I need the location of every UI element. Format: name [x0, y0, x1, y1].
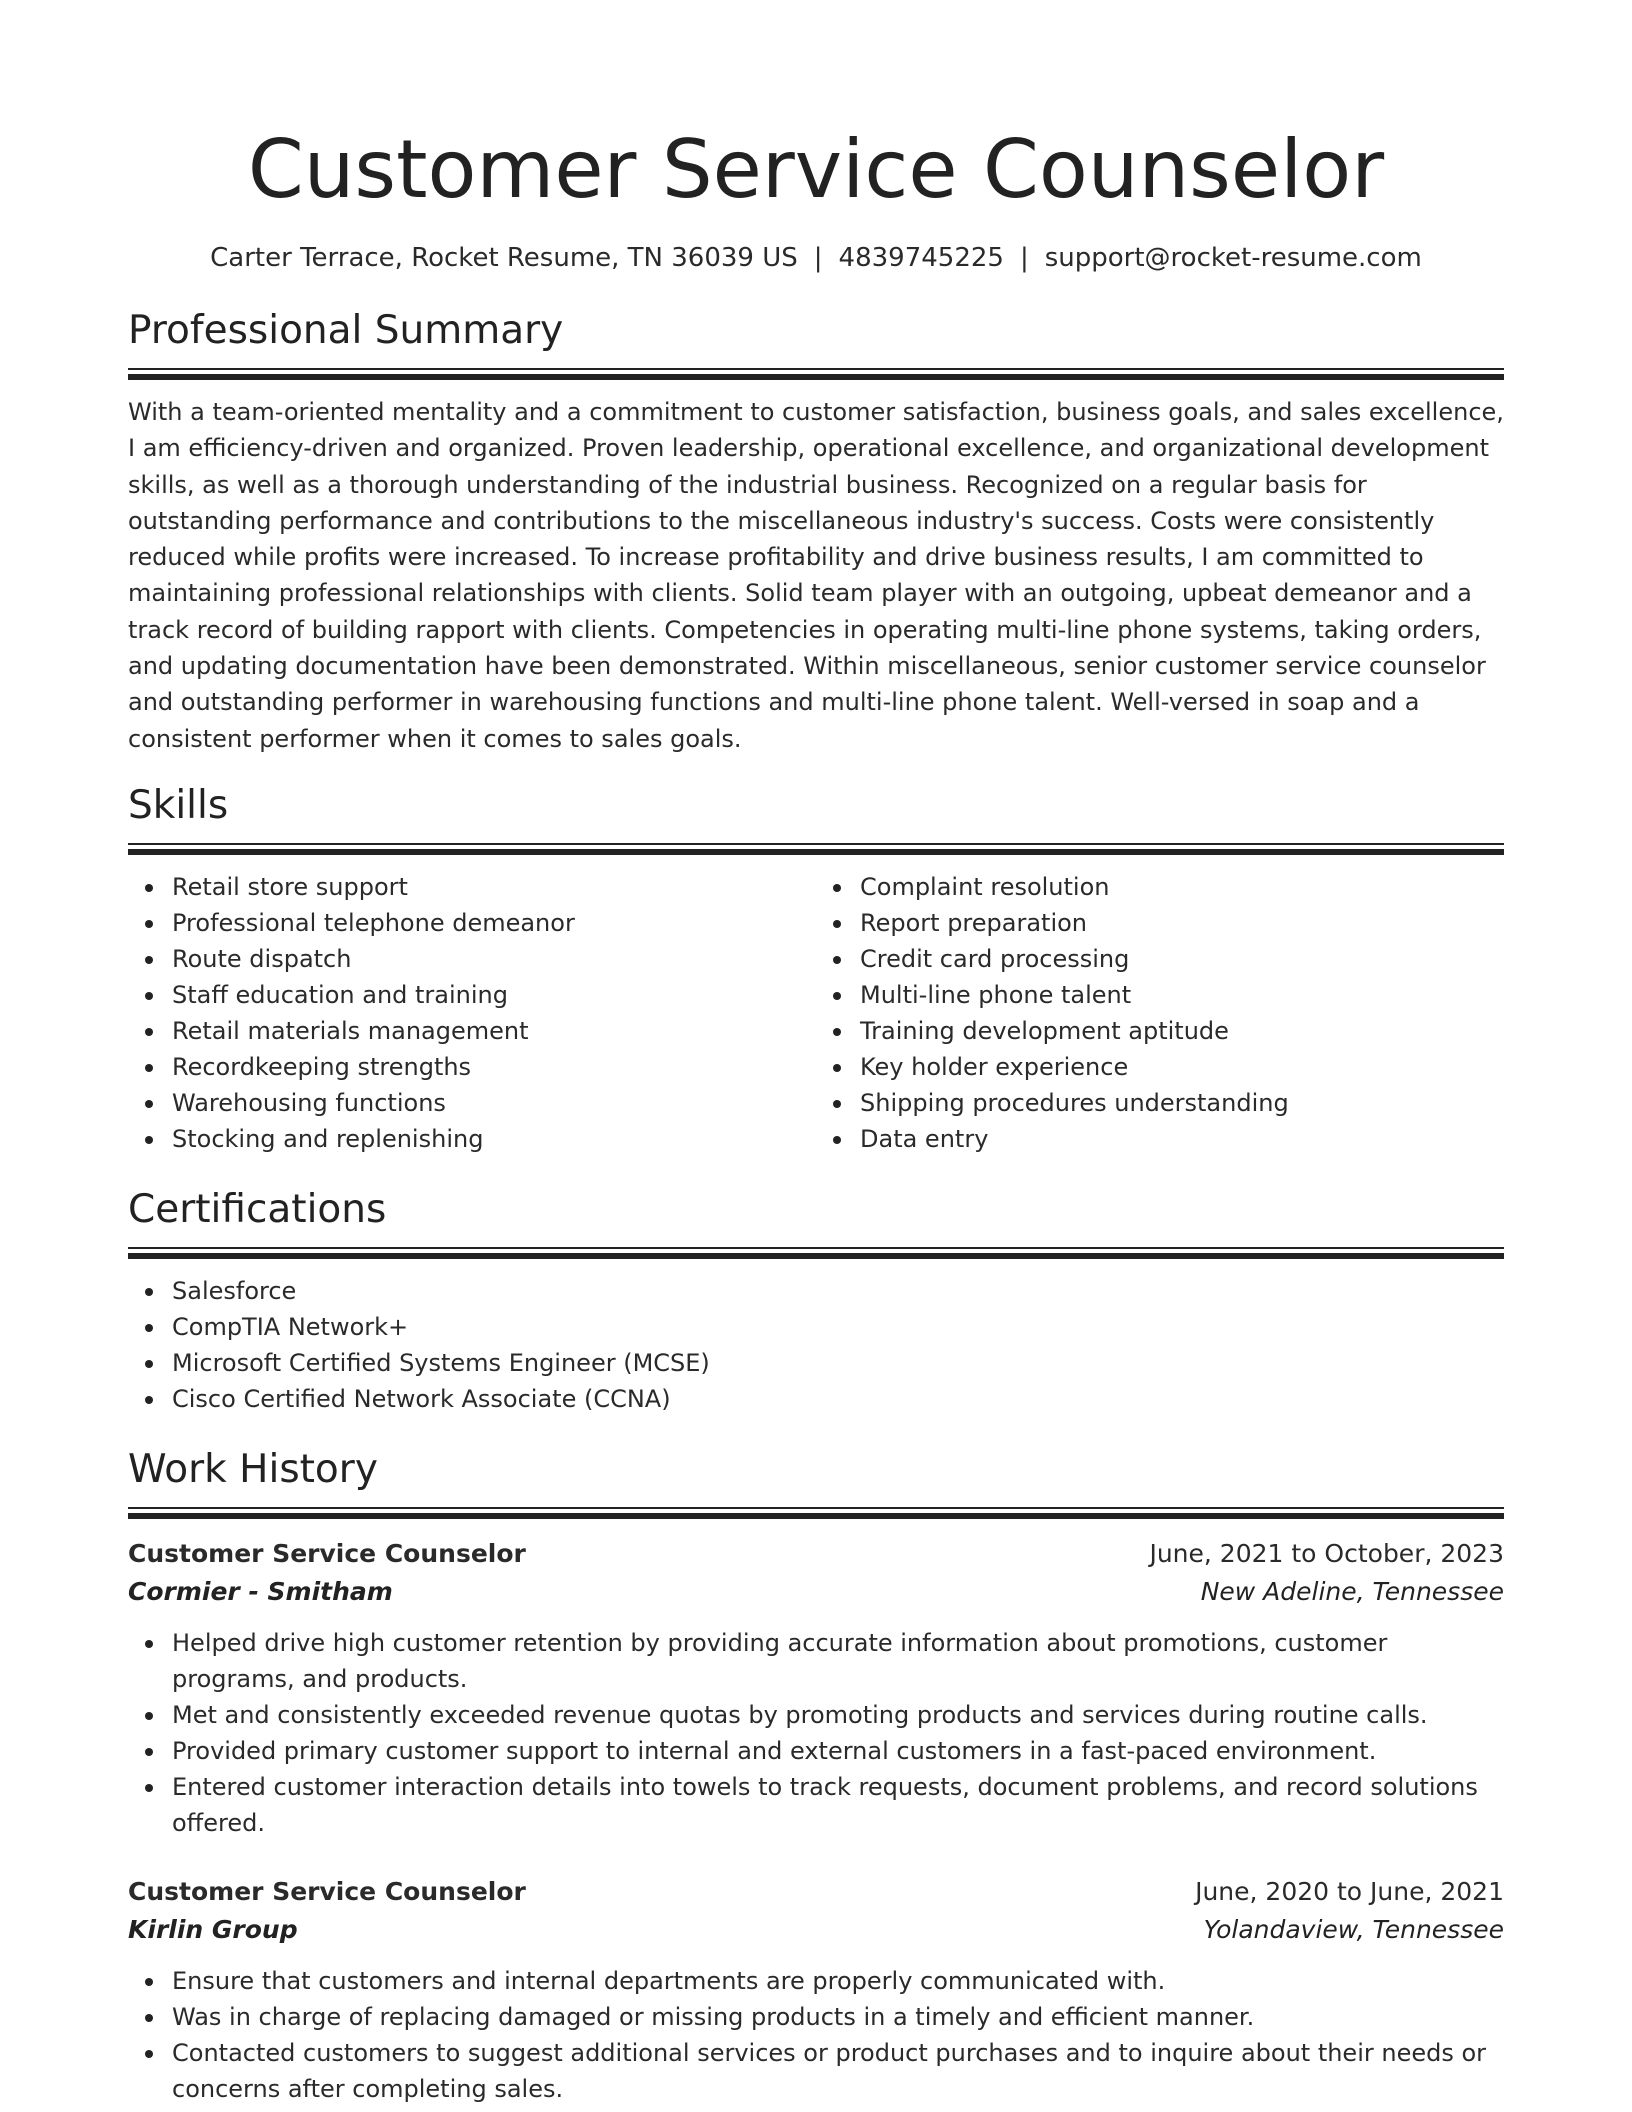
skill-item: Warehousing functions [172, 1085, 816, 1121]
skills-section [128, 781, 1504, 1157]
resume-name: Customer Service Counselor [247, 123, 1385, 216]
certifications-section [128, 1185, 1504, 1417]
job-company: Cormier - Smitham [128, 1576, 393, 1606]
contact-address: Carter Terrace, Rocket Resume, TN 36039 US [210, 243, 798, 273]
skill-item: Report preparation [860, 905, 1504, 941]
skill-item: Staff education and training [172, 977, 816, 1013]
job-bullet: Provided primary customer support to internal and external customers in a fast-paced environment. [172, 1733, 1504, 1769]
work-history-section [128, 1445, 1504, 2107]
job-location: Yolandaview, Tennessee [1203, 1914, 1504, 1944]
skill-item: Training development aptitude [860, 1013, 1504, 1049]
job-header [128, 1535, 1504, 1573]
certifications-title: Certifications [128, 1186, 387, 1232]
skill-item: Stocking and replenishing [172, 1121, 816, 1157]
certification-item: CompTIA Network+ [172, 1309, 1504, 1345]
certification-item: Microsoft Certified Systems Engineer (MCSE) [172, 1345, 1504, 1381]
skills-columns [128, 869, 1504, 1157]
skill-item: Route dispatch [172, 941, 816, 977]
job-company: Kirlin Group [128, 1914, 298, 1944]
skill-item: Retail materials management [172, 1013, 816, 1049]
skill-item: Data entry [860, 1121, 1504, 1157]
section-rule-thin [128, 843, 1504, 845]
job-entry [128, 1535, 1504, 1841]
job-dates: June, 2020 to June, 2021 [1195, 1876, 1504, 1906]
job-bullet: Ensure that customers and internal departments are properly communicated with. [172, 1963, 1504, 1999]
job-bullet: Contacted customers to suggest additional services or product purchases and to inquire about their needs or concerns after completing sales. [172, 2035, 1504, 2107]
summary-title: Professional Summary [128, 308, 564, 353]
skill-item: Key holder experience [860, 1049, 1504, 1085]
job-bullet: Helped drive high customer retention by providing accurate information about promotions, customer programs, and products. [172, 1625, 1504, 1697]
contact-separator: | [1019, 243, 1029, 273]
contact-email[interactable]: support@rocket-resume.com [1044, 243, 1422, 273]
skill-item: Recordkeeping strengths [172, 1049, 816, 1085]
job-location: New Adeline, Tennessee [1200, 1576, 1504, 1606]
summary-text: With a team-oriented mentality and a commitment to customer satisfaction, business goals, and sales excellence, I am efficiency-driven and organized. Proven leadership, operational excellence, and organizational development skills, as well as a thorough understanding of the industrial business. Recognized on a regular basis for outstanding performance and contributions to the miscellaneous industry's success. Costs were consistently reduced while profits were increased. To increase profitability and drive business results, I am committed to maintaining professional relationships with clients. Solid team player with an outgoing, upbeat demeanor and a track record of building rapport with clients. Competencies in operating multi-line phone systems, taking orders, and updating documentation have been demonstrated. Within miscellaneous, senior customer service counselor and outstanding performer in warehousing functions and multi-line phone talent. Well-versed in soap and a consistent performer when it comes to sales goals. [128, 398, 1504, 753]
certification-item: Cisco Certified Network Associate (CCNA) [172, 1381, 1504, 1417]
section-rule-thick [128, 1253, 1504, 1259]
job-bullet: Met and consistently exceeded revenue quotas by promoting products and services during routine calls. [172, 1697, 1504, 1733]
skills-list-right [816, 869, 1504, 1157]
job-entry [128, 1873, 1504, 2107]
section-rule-thick [128, 849, 1504, 855]
skill-item: Complaint resolution [860, 869, 1504, 905]
skill-item: Professional telephone demeanor [172, 905, 816, 941]
contact-phone: 4839745225 [838, 243, 1004, 273]
certification-item: Salesforce [172, 1273, 1504, 1309]
section-rule-thin [128, 368, 1504, 370]
summary-section [128, 306, 1504, 757]
job-bullets [128, 1963, 1504, 2107]
skill-item: Credit card processing [860, 941, 1504, 977]
skill-item: Shipping procedures understanding [860, 1085, 1504, 1121]
job-title: Customer Service Counselor [128, 1876, 526, 1906]
section-rule-thick [128, 374, 1504, 380]
contact-separator: | [813, 243, 823, 273]
skill-item: Retail store support [172, 869, 816, 905]
section-rule-thin [128, 1507, 1504, 1509]
job-subheader [128, 1911, 1504, 1949]
skill-item: Multi-line phone talent [860, 977, 1504, 1013]
skills-title: Skills [128, 782, 229, 828]
job-subheader [128, 1573, 1504, 1611]
job-bullet: Was in charge of replacing damaged or missing products in a timely and efficient manner. [172, 1999, 1504, 2035]
certifications-list [128, 1273, 1504, 1417]
job-header [128, 1873, 1504, 1911]
work-history-title: Work History [128, 1446, 378, 1492]
job-bullet: Entered customer interaction details into towels to track requests, document problems, and record solutions offered. [172, 1769, 1504, 1841]
section-rule-thin [128, 1247, 1504, 1249]
contact-line [128, 240, 1504, 276]
job-bullets [128, 1625, 1504, 1841]
skills-list-left [128, 869, 816, 1157]
job-title: Customer Service Counselor [128, 1538, 526, 1568]
section-rule-thick [128, 1513, 1504, 1519]
job-dates: June, 2021 to October, 2023 [1149, 1538, 1504, 1568]
